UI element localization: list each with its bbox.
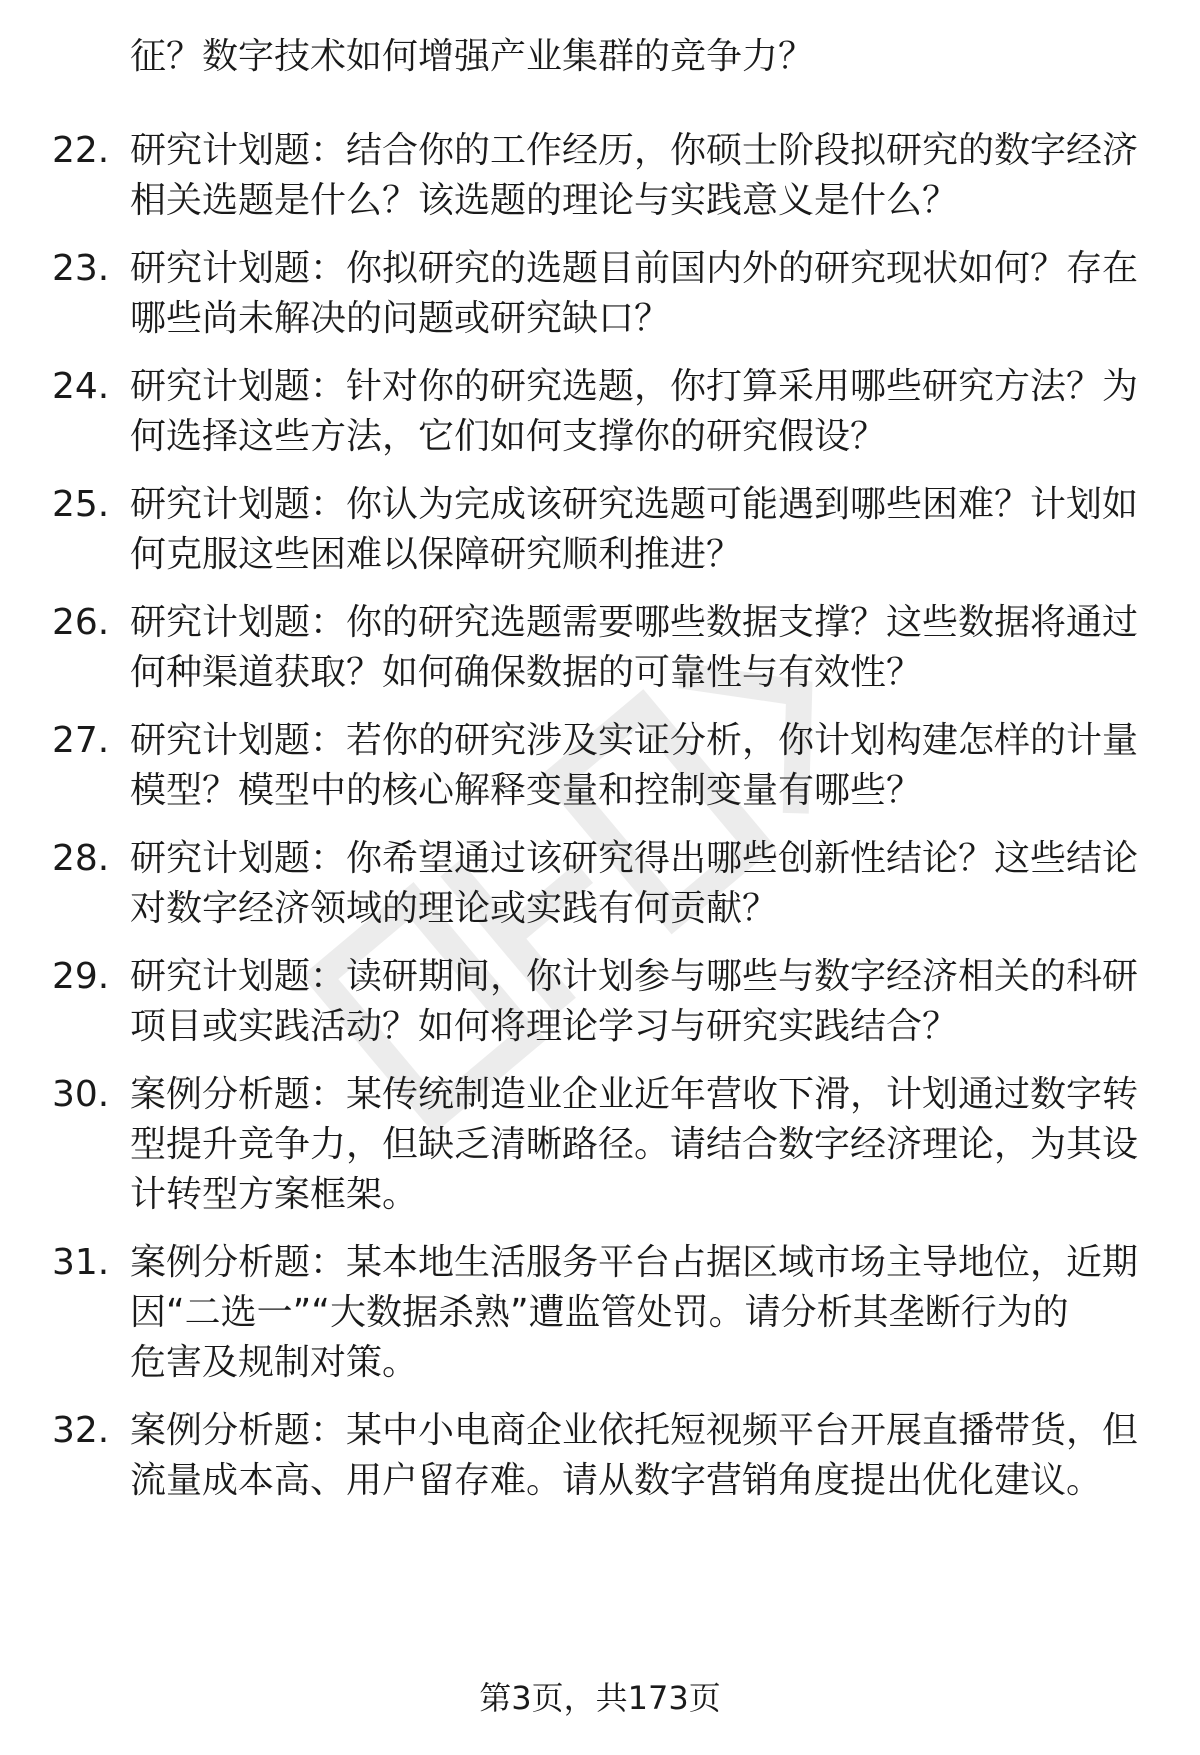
- question-text-line: 案例分析题：某传统制造业企业近年营收下滑，计划通过数字转: [130, 1074, 1139, 1115]
- question-number: 30.: [52, 1074, 110, 1115]
- question-number: 28.: [52, 838, 110, 879]
- question-text-line: 研究计划题：读研期间，你计划参与哪些与数字经济相关的科研: [130, 956, 1139, 997]
- question-number: 26.: [52, 602, 110, 643]
- question-text-line: 案例分析题：某中小电商企业依托短视频平台开展直播带货，但: [130, 1410, 1139, 1451]
- question-text-line: 危害及规制对策。: [130, 1342, 419, 1383]
- question-number: 24.: [52, 366, 110, 407]
- question-text-line: 项目或实践活动？如何将理论学习与研究实践结合？: [130, 1006, 959, 1047]
- question-text-line: 研究计划题：你希望通过该研究得出哪些创新性结论？这些结论: [130, 838, 1139, 879]
- question-number: 23.: [52, 248, 110, 289]
- question-number: 29.: [52, 956, 110, 997]
- question-text-line: 研究计划题：你的研究选题需要哪些数据支撑？这些数据将通过: [130, 602, 1139, 643]
- question-text-line: 流量成本高、用户留存难。请从数字营销角度提出优化建议。: [130, 1460, 1103, 1501]
- question-number: 25.: [52, 484, 110, 525]
- question-number: 32.: [52, 1410, 110, 1451]
- question-text-line: 哪些尚未解决的问题或研究缺口？: [130, 298, 671, 339]
- question-text-line: 计转型方案框架。: [130, 1174, 419, 1215]
- question-text-line: 模型？模型中的核心解释变量和控制变量有哪些？: [130, 770, 923, 811]
- question-text-line: 研究计划题：你认为完成该研究选题可能遇到哪些困难？计划如: [130, 484, 1139, 525]
- question-text-line: 相关选题是什么？该选题的理论与实践意义是什么？: [130, 180, 959, 221]
- question-text-line: 何选择这些方法，它们如何支撑你的研究假设？: [130, 416, 887, 457]
- question-text-line: 何克服这些困难以保障研究顺利推进？: [130, 534, 743, 575]
- question-text-line: 研究计划题：你拟研究的选题目前国内外的研究现状如何？存在: [130, 248, 1139, 289]
- question-text-line: 案例分析题：某本地生活服务平台占据区域市场主导地位，近期: [130, 1242, 1139, 1283]
- question-text-line: 型提升竞争力，但缺乏清晰路径。请结合数字经济理论，为其设: [130, 1124, 1139, 1165]
- question-text-line: 研究计划题：针对你的研究选题，你打算采用哪些研究方法？为: [130, 366, 1139, 407]
- question-text-line: 何种渠道获取？如何确保数据的可靠性与有效性？: [130, 652, 923, 693]
- continuation-text: 征？数字技术如何增强产业集群的竞争力？: [130, 36, 815, 77]
- question-number: 22.: [52, 130, 110, 171]
- page-footer: 第3页，共173页: [479, 1679, 721, 1717]
- question-text-line: 研究计划题：若你的研究涉及实证分析，你计划构建怎样的计量: [130, 720, 1139, 761]
- question-text-line: 研究计划题：结合你的工作经历，你硕士阶段拟研究的数字经济: [130, 130, 1139, 171]
- question-text-line: 对数字经济领域的理论或实践有何贡献？: [130, 888, 779, 929]
- question-number: 31.: [52, 1242, 110, 1283]
- question-text-line: 因“二选一”“大数据杀熟”遭监管处罚。请分析其垄断行为的: [130, 1292, 1069, 1333]
- question-number: 27.: [52, 720, 110, 761]
